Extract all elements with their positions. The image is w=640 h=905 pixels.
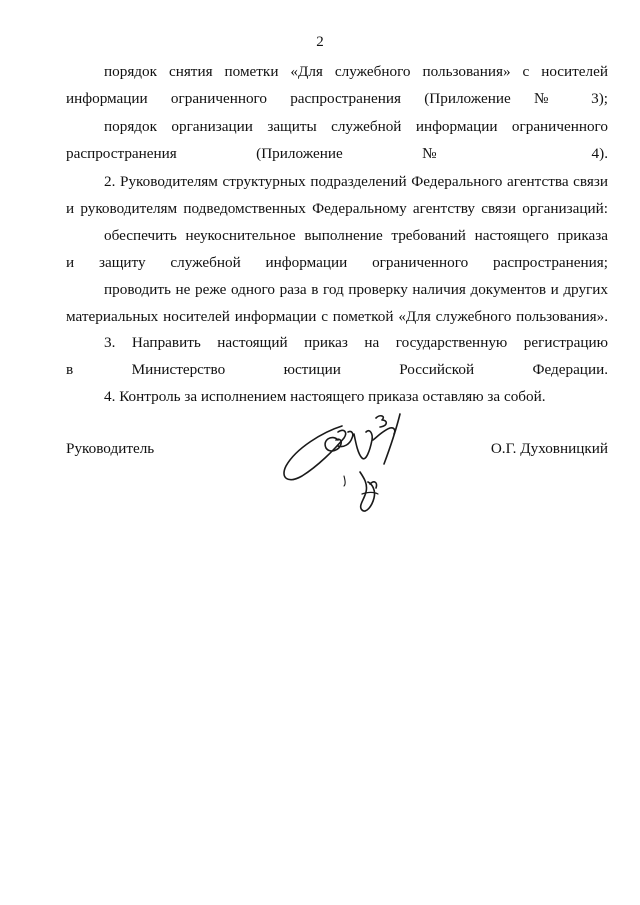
handwritten-signature-icon: [278, 410, 418, 515]
page-number: 2: [316, 34, 324, 50]
paragraph-line: обеспечить неукоснительное выполнение требований настоящего приказа: [104, 227, 608, 244]
paragraph-item-3-1: [66, 58, 608, 112]
paragraph-line: информации ограниченного распространения (Приложение № 3);: [66, 90, 608, 107]
paragraph-line: в Министерство юстиции Российской Федерации.: [66, 361, 608, 378]
paragraph-line: 4. Контроль за исполнением настоящего приказа оставляю за собой.: [104, 388, 546, 405]
paragraph-line: материальных носителей информации с пометкой «Для служебного пользования».: [66, 308, 608, 325]
paragraph: [66, 276, 608, 330]
paragraph: [66, 222, 608, 276]
paragraph-line: 3. Направить настоящий приказ на государственную регистрацию: [104, 334, 608, 351]
paragraph-line: распространения (Приложение № 4).: [66, 145, 608, 162]
paragraph-item-3: [66, 329, 608, 383]
paragraph-line: порядок снятия пометки «Для служебного пользования» с носителей: [104, 63, 608, 80]
paragraph: [66, 58, 608, 112]
signatory-name: О.Г. Духовницкий: [490, 440, 608, 457]
paragraph-line: и руководителям подведомственных Федеральному агентству связи организаций:: [66, 200, 608, 217]
paragraph-line: и защиту служебной информации ограниченного распространения;: [66, 254, 608, 271]
paragraph-item-4-1: [66, 113, 608, 167]
signatory-title: Руководитель: [66, 440, 155, 457]
paragraph-line: порядок организации защиты служебной информации ограниченного: [104, 118, 608, 135]
paragraph: [66, 168, 608, 222]
paragraph: [66, 383, 608, 410]
paragraph-line: проводить не реже одного раза в год проверку наличия документов и других: [104, 281, 608, 298]
paragraph: [66, 329, 608, 383]
paragraph-item-2-2: [66, 276, 608, 330]
paragraph: [66, 113, 608, 167]
paragraph-item-2: [66, 168, 608, 222]
paragraph-item-4: [66, 383, 608, 410]
paragraph-line: 2. Руководителям структурных подразделений Федерального агентства связи: [104, 173, 608, 190]
paragraph-item-2-1: [66, 222, 608, 276]
